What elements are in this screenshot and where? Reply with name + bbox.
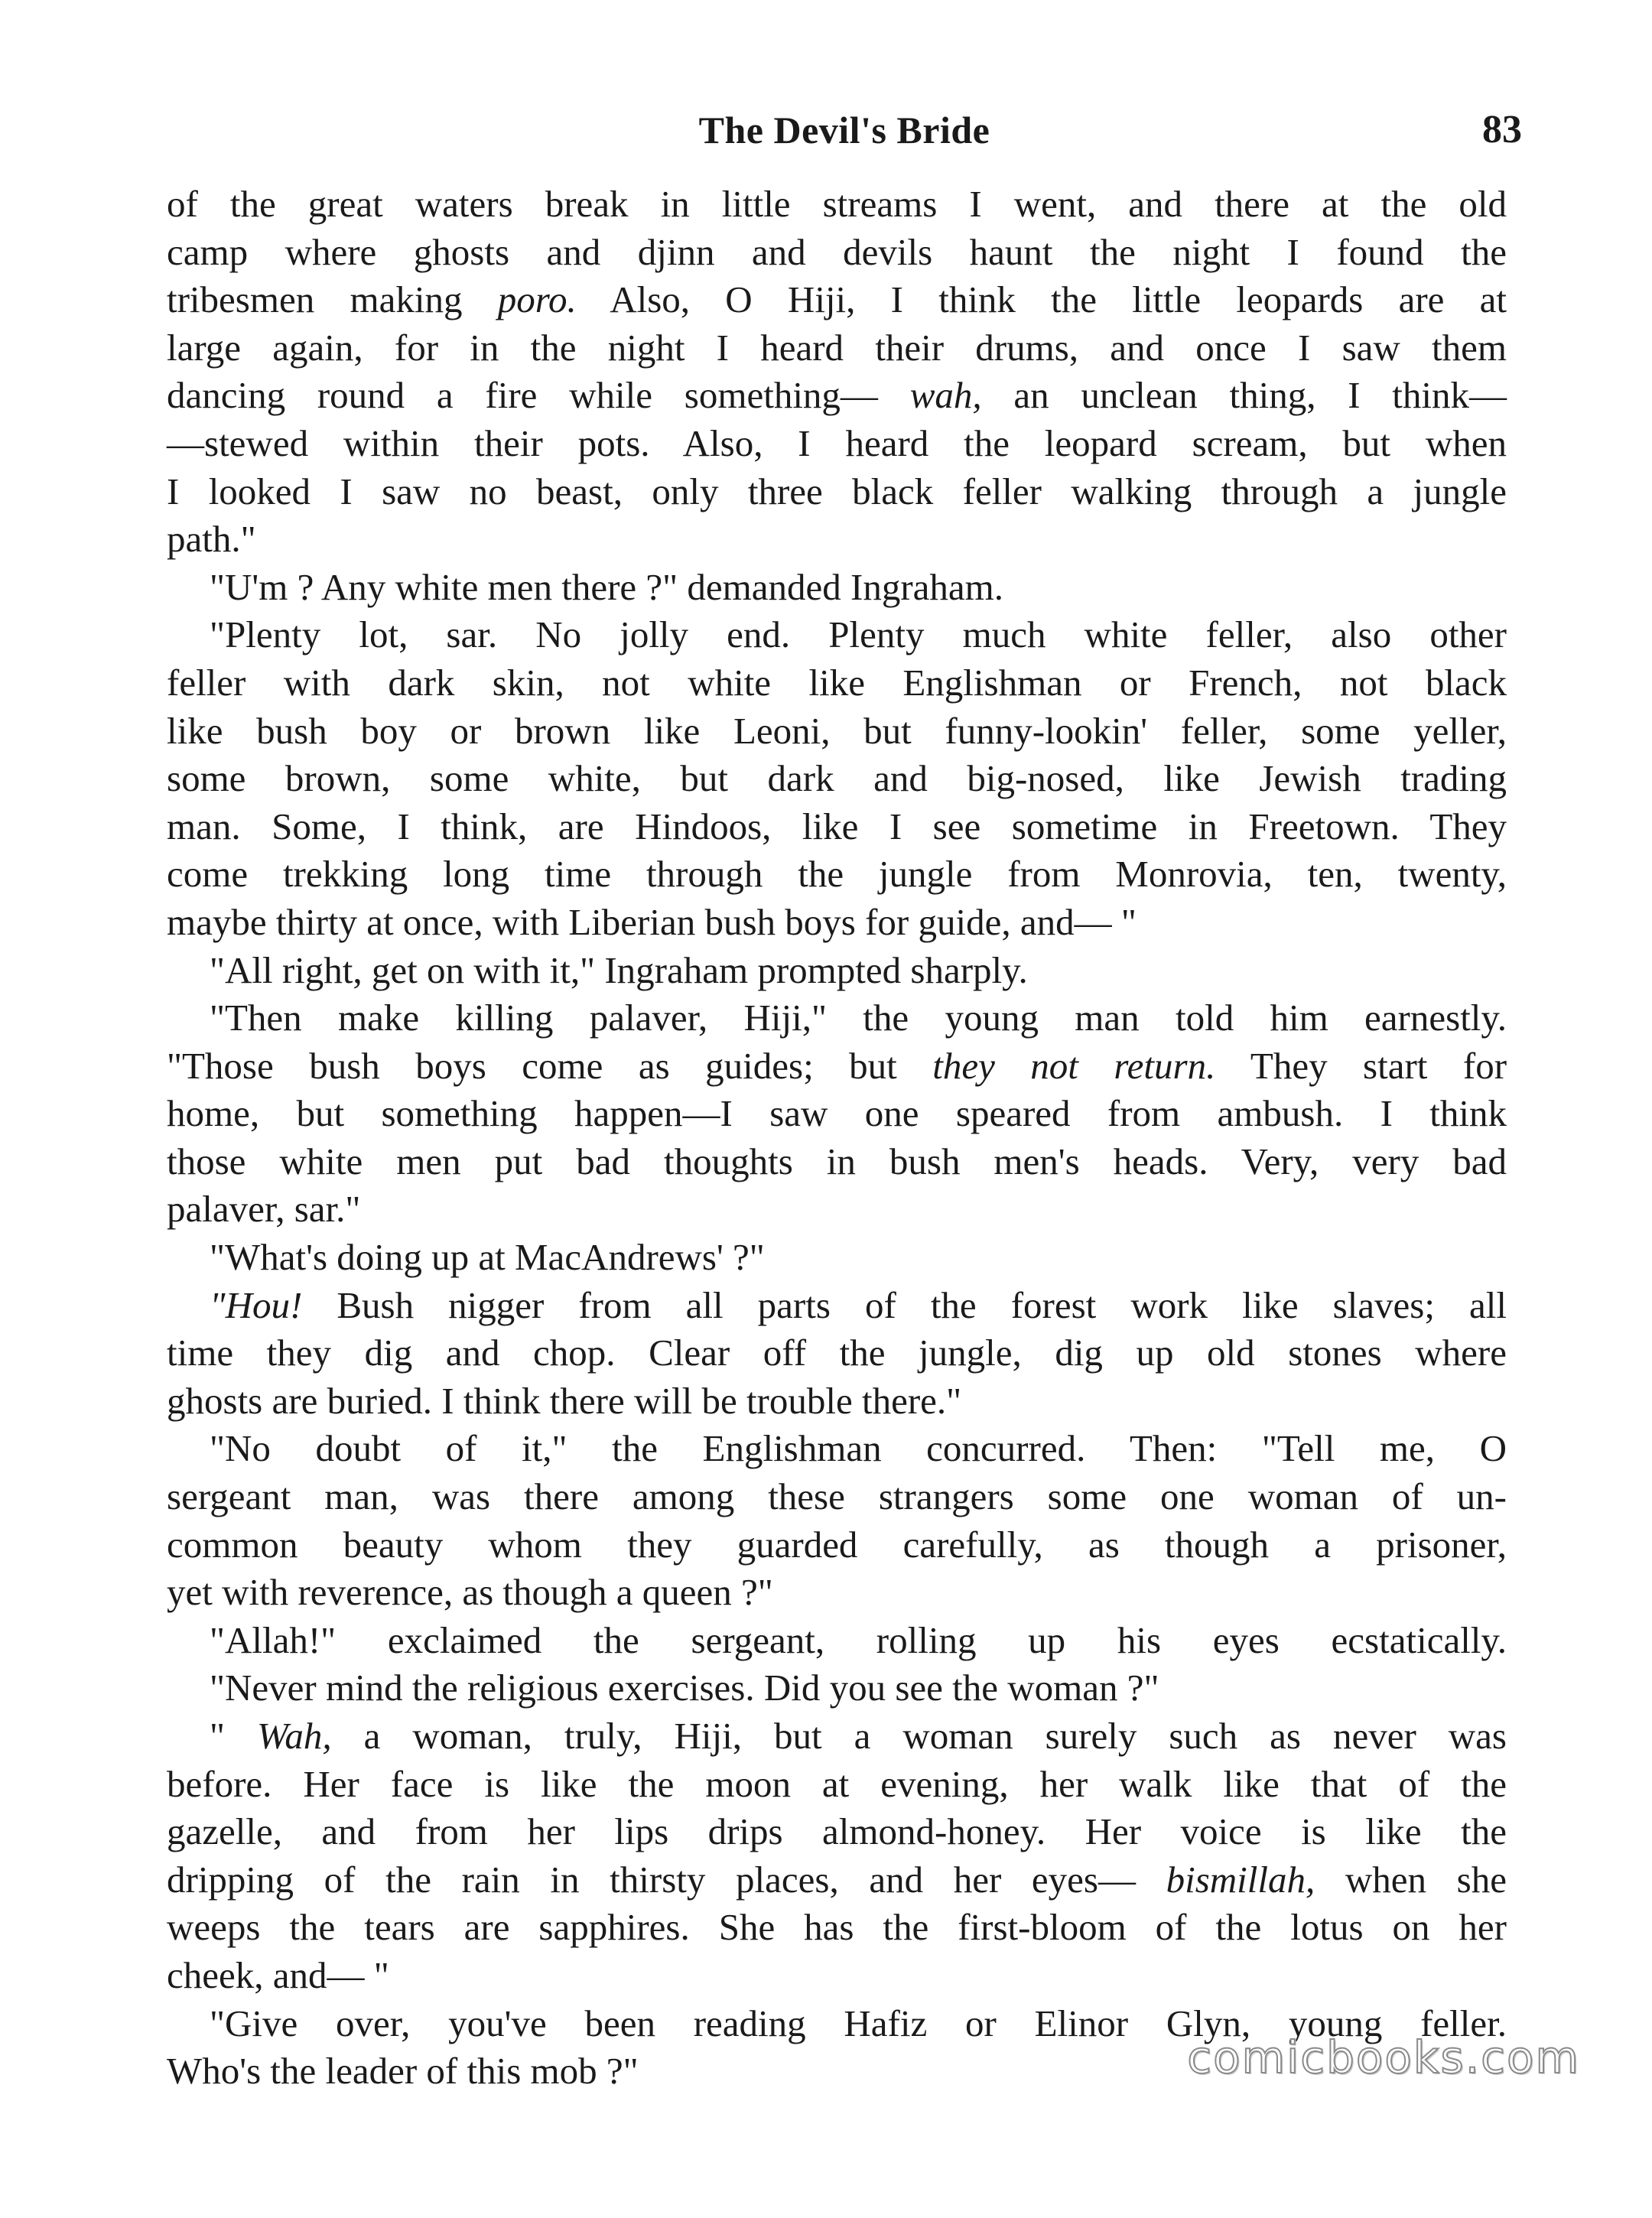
running-title: The Devil's Bride [698,109,990,151]
text-line: sergeant man, was there among these strangers some one woman of un- [167,1475,1507,1518]
text-line [167,1856,1507,1904]
text-line: "No doubt of it," the Englishman concurred. Then: "Tell me, O [210,1427,1507,1470]
text-line: "What's doing up at MacAndrews' ?" [210,1236,765,1279]
text-segment: They start for [1215,1044,1507,1087]
text-line: —stewed within their pots. Also, I heard the leopard scream, but when [167,421,1507,464]
running-head [167,107,1522,153]
text-line: cheek, and— " [167,1953,389,1996]
text-line: of the great waters break in little streams I went, and there at the old [167,183,1507,225]
text-segment: dancing round a fire while something— [167,374,910,417]
text-line: those white men put bad thoughts in bush men's heads. Very, very bad [167,1140,1507,1182]
text-line: maybe thirty at once, with Liberian bush boys for guide, and— " [167,900,1137,943]
text-line: feller with dark skin, not white like Englishman or French, not black [167,661,1507,704]
text-line: camp where ghosts and djinn and devils haunt the night I found the [167,230,1507,273]
text-line: home, but something happen—I saw one speared from ambush. I think [167,1092,1507,1135]
text-line: "Then make killing palaver, Hiji," the young man told him earnestly. [210,997,1507,1039]
text-segment: Bush nigger from all parts of the forest work like slaves; all [302,1283,1507,1326]
text-line: "Allah!" exclaimed the sergeant, rolling up his eyes ecstatically. [210,1618,1507,1661]
text-line: "Plenty lot, sar. No jolly end. Plenty much white feller, also other [210,613,1507,656]
text-line: some brown, some white, but dark and big-nosed, like Jewish trading [167,757,1507,800]
text-line: common beauty whom they guarded carefully, as though a prisoner, [167,1523,1507,1566]
watermark: comicbooks.com [1187,2031,1580,2083]
text-line [167,372,1507,420]
text-line: come trekking long time through the jungle from Monrovia, ten, twenty, [167,853,1507,896]
text-segment: dripping of the rain in thirsty places, and her eyes— [167,1858,1166,1901]
text-segment: Also, O Hiji, I think the little leopards are at [576,278,1507,321]
text-line: ghosts are buried. I think there will be trouble there." [167,1379,962,1422]
text-line: before. Her face is like the moon at evening, her walk like that of the [167,1762,1507,1805]
text-line: like bush boy or brown like Leoni, but funny-lookin' feller, some yeller, [167,709,1507,752]
text-line: "U'm ? Any white men there ?" demanded Ingraham. [210,565,1004,608]
italic-segment: wah, [909,374,982,417]
text-line: palaver, sar." [167,1188,361,1231]
text-line: man. Some, I think, are Hindoos, like I see sometime in Freetown. They [167,805,1507,847]
text-line [167,276,1507,324]
text-segment: an unclean thing, I think— [981,374,1507,417]
text-line: Who's the leader of this mob ?" [167,2050,639,2093]
text-line [167,1042,1507,1091]
italic-segment: Wah, [257,1715,332,1757]
text-line: "Never mind the religious exercises. Did you see the woman ?" [210,1667,1159,1709]
text-line: "All right, get on with it," Ingraham prompted sharply. [210,948,1028,991]
text-segment: " [210,1715,258,1757]
page-number: 83 [1482,108,1522,151]
text-line: large again, for in the night I heard their drums, and once I saw them [167,326,1507,369]
body-text [167,180,1507,2096]
text-line: path." [167,518,256,561]
text-line: yet with reverence, as though a queen ?" [167,1571,773,1614]
text-line: time they dig and chop. Clear off the jungle, dig up old stones where [167,1332,1507,1374]
text-segment: "Those bush boys come as guides; but [167,1044,933,1087]
italic-segment: bismillah, [1166,1858,1315,1901]
text-line: gazelle, and from her lips drips almond-honey. Her voice is like the [167,1810,1507,1853]
text-line: I looked I saw no beast, only three black feller walking through a jungle [167,470,1507,512]
text-segment: a woman, truly, Hiji, but a woman surely such as never was [331,1715,1507,1757]
text-segment: tribesmen making [167,278,498,321]
text-line [167,1712,1507,1761]
text-segment: when she [1315,1858,1507,1901]
italic-segment: "Hou! [210,1283,303,1326]
text-line: "Give over, you've been reading Hafiz or Elinor Glyn, young feller. [210,2002,1507,2044]
italic-segment: they not return. [932,1044,1216,1087]
text-line: weeps the tears are sapphires. She has the first-bloom of the lotus on her [167,1906,1507,1949]
text-line [167,1282,1507,1330]
italic-segment: poro. [497,278,577,321]
